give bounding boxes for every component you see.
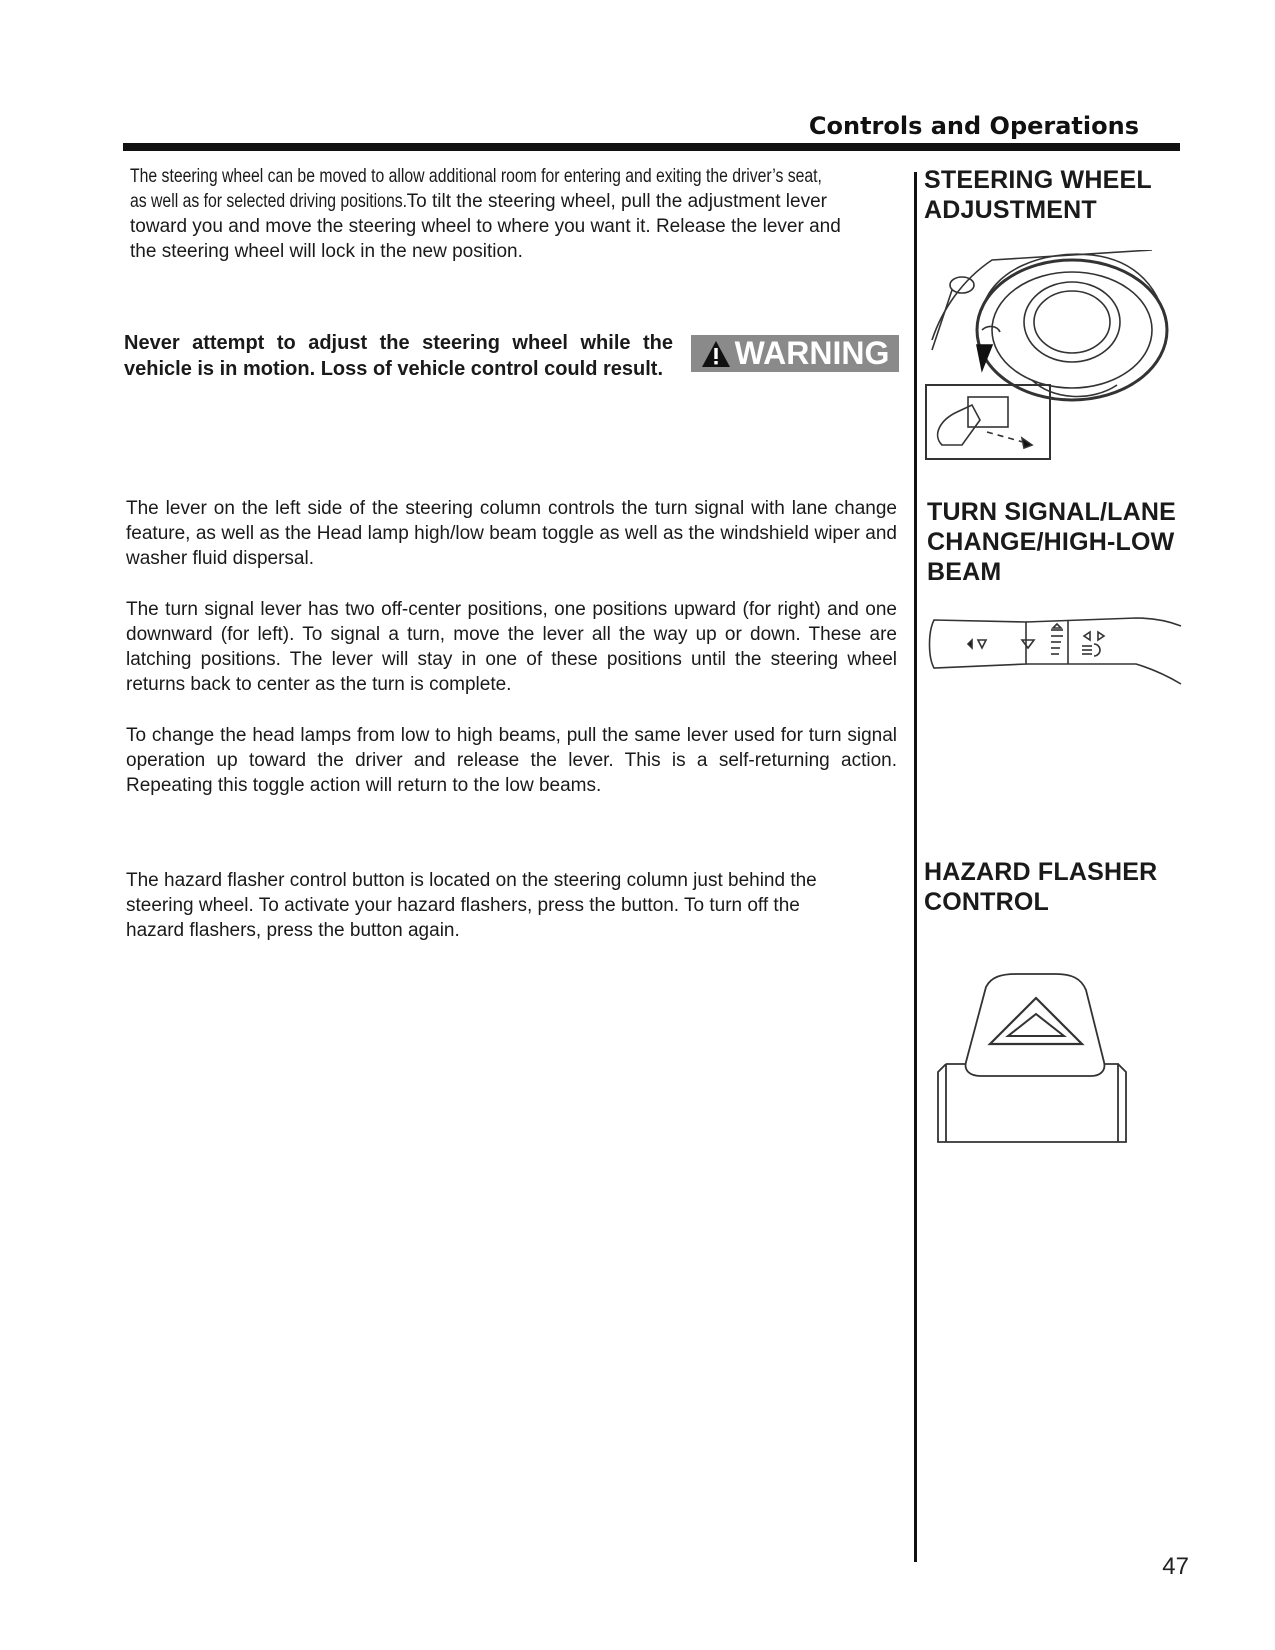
steering-para-line3: toward you and move the steering wheel to where you want it. Release the lever and (130, 216, 841, 237)
turn-signal-heading-line3: BEAM (927, 558, 1002, 586)
warning-label: WARNING (734, 335, 890, 371)
hazard-para-line2: steering wheel. To activate your hazard flashers, press the button. To turn off the (126, 895, 800, 916)
steering-para-line4: the steering wheel will lock in the new position. (130, 241, 523, 262)
hazard-button-illustration (936, 972, 1132, 1148)
steering-para-line1: The steering wheel can be moved to allow additional room for entering and exiting the driver’s seat, (130, 166, 822, 187)
hazard-heading (924, 857, 1157, 917)
hazard-para-line3: hazard flashers, press the button again. (126, 920, 460, 941)
hazard-heading-line1: HAZARD FLASHER (924, 858, 1158, 886)
column-divider (914, 172, 917, 1562)
turn-signal-para1: The lever on the left side of the steering column controls the turn signal with lane change feature, as well as the Head lamp high/low beam toggle as well as the windshield wiper and washer fluid dispersal. (126, 498, 897, 569)
steering-wheel-illustration (922, 250, 1180, 462)
turn-signal-para2: The turn signal lever has two off-center positions, one positions upward (for right) and one downward (for left). To signal a turn, move the lever all the way up or down. These are latching positions. The lever will stay in one of these positions until the steering wheel returns back to center as the turn is complete. (126, 599, 897, 695)
turn-signal-heading (927, 497, 1176, 587)
steering-para-line2b: To tilt the steering wheel, pull the adjustment lever (401, 191, 827, 212)
steering-heading-line1: STEERING WHEEL (924, 166, 1152, 194)
warning-text: Never attempt to adjust the steering wheel while the vehicle is in motion. Loss of vehicle control could result. (124, 332, 673, 380)
steering-heading-line2: ADJUSTMENT (924, 196, 1097, 224)
warning-badge (691, 335, 899, 372)
page-number: 47 (1162, 1553, 1189, 1580)
turn-signal-para3: To change the head lamps from low to high beams, pull the same lever used for turn signal operation up toward the driver and release the lever. This is a self-returning action. Repeating this toggle action will return to the low beams. (126, 725, 897, 796)
hazard-heading-line2: CONTROL (924, 888, 1049, 916)
turn-signal-heading-line1: TURN SIGNAL/LANE (927, 498, 1177, 526)
steering-paragraph (130, 164, 896, 264)
hazard-para-line1: The hazard flasher control button is located on the steering column just behind the (126, 870, 817, 891)
steering-heading (924, 165, 1152, 225)
turn-signal-lever-illustration (926, 612, 1182, 692)
hazard-paragraph (126, 868, 886, 943)
warning-triangle-icon (701, 340, 731, 368)
header-rule (123, 143, 1180, 151)
turn-signal-heading-line2: CHANGE/HIGH-LOW (927, 528, 1175, 556)
page-header-title: Controls and Operations (808, 112, 1139, 140)
steering-para-line2a: as well as for selected driving positions. (130, 191, 407, 212)
